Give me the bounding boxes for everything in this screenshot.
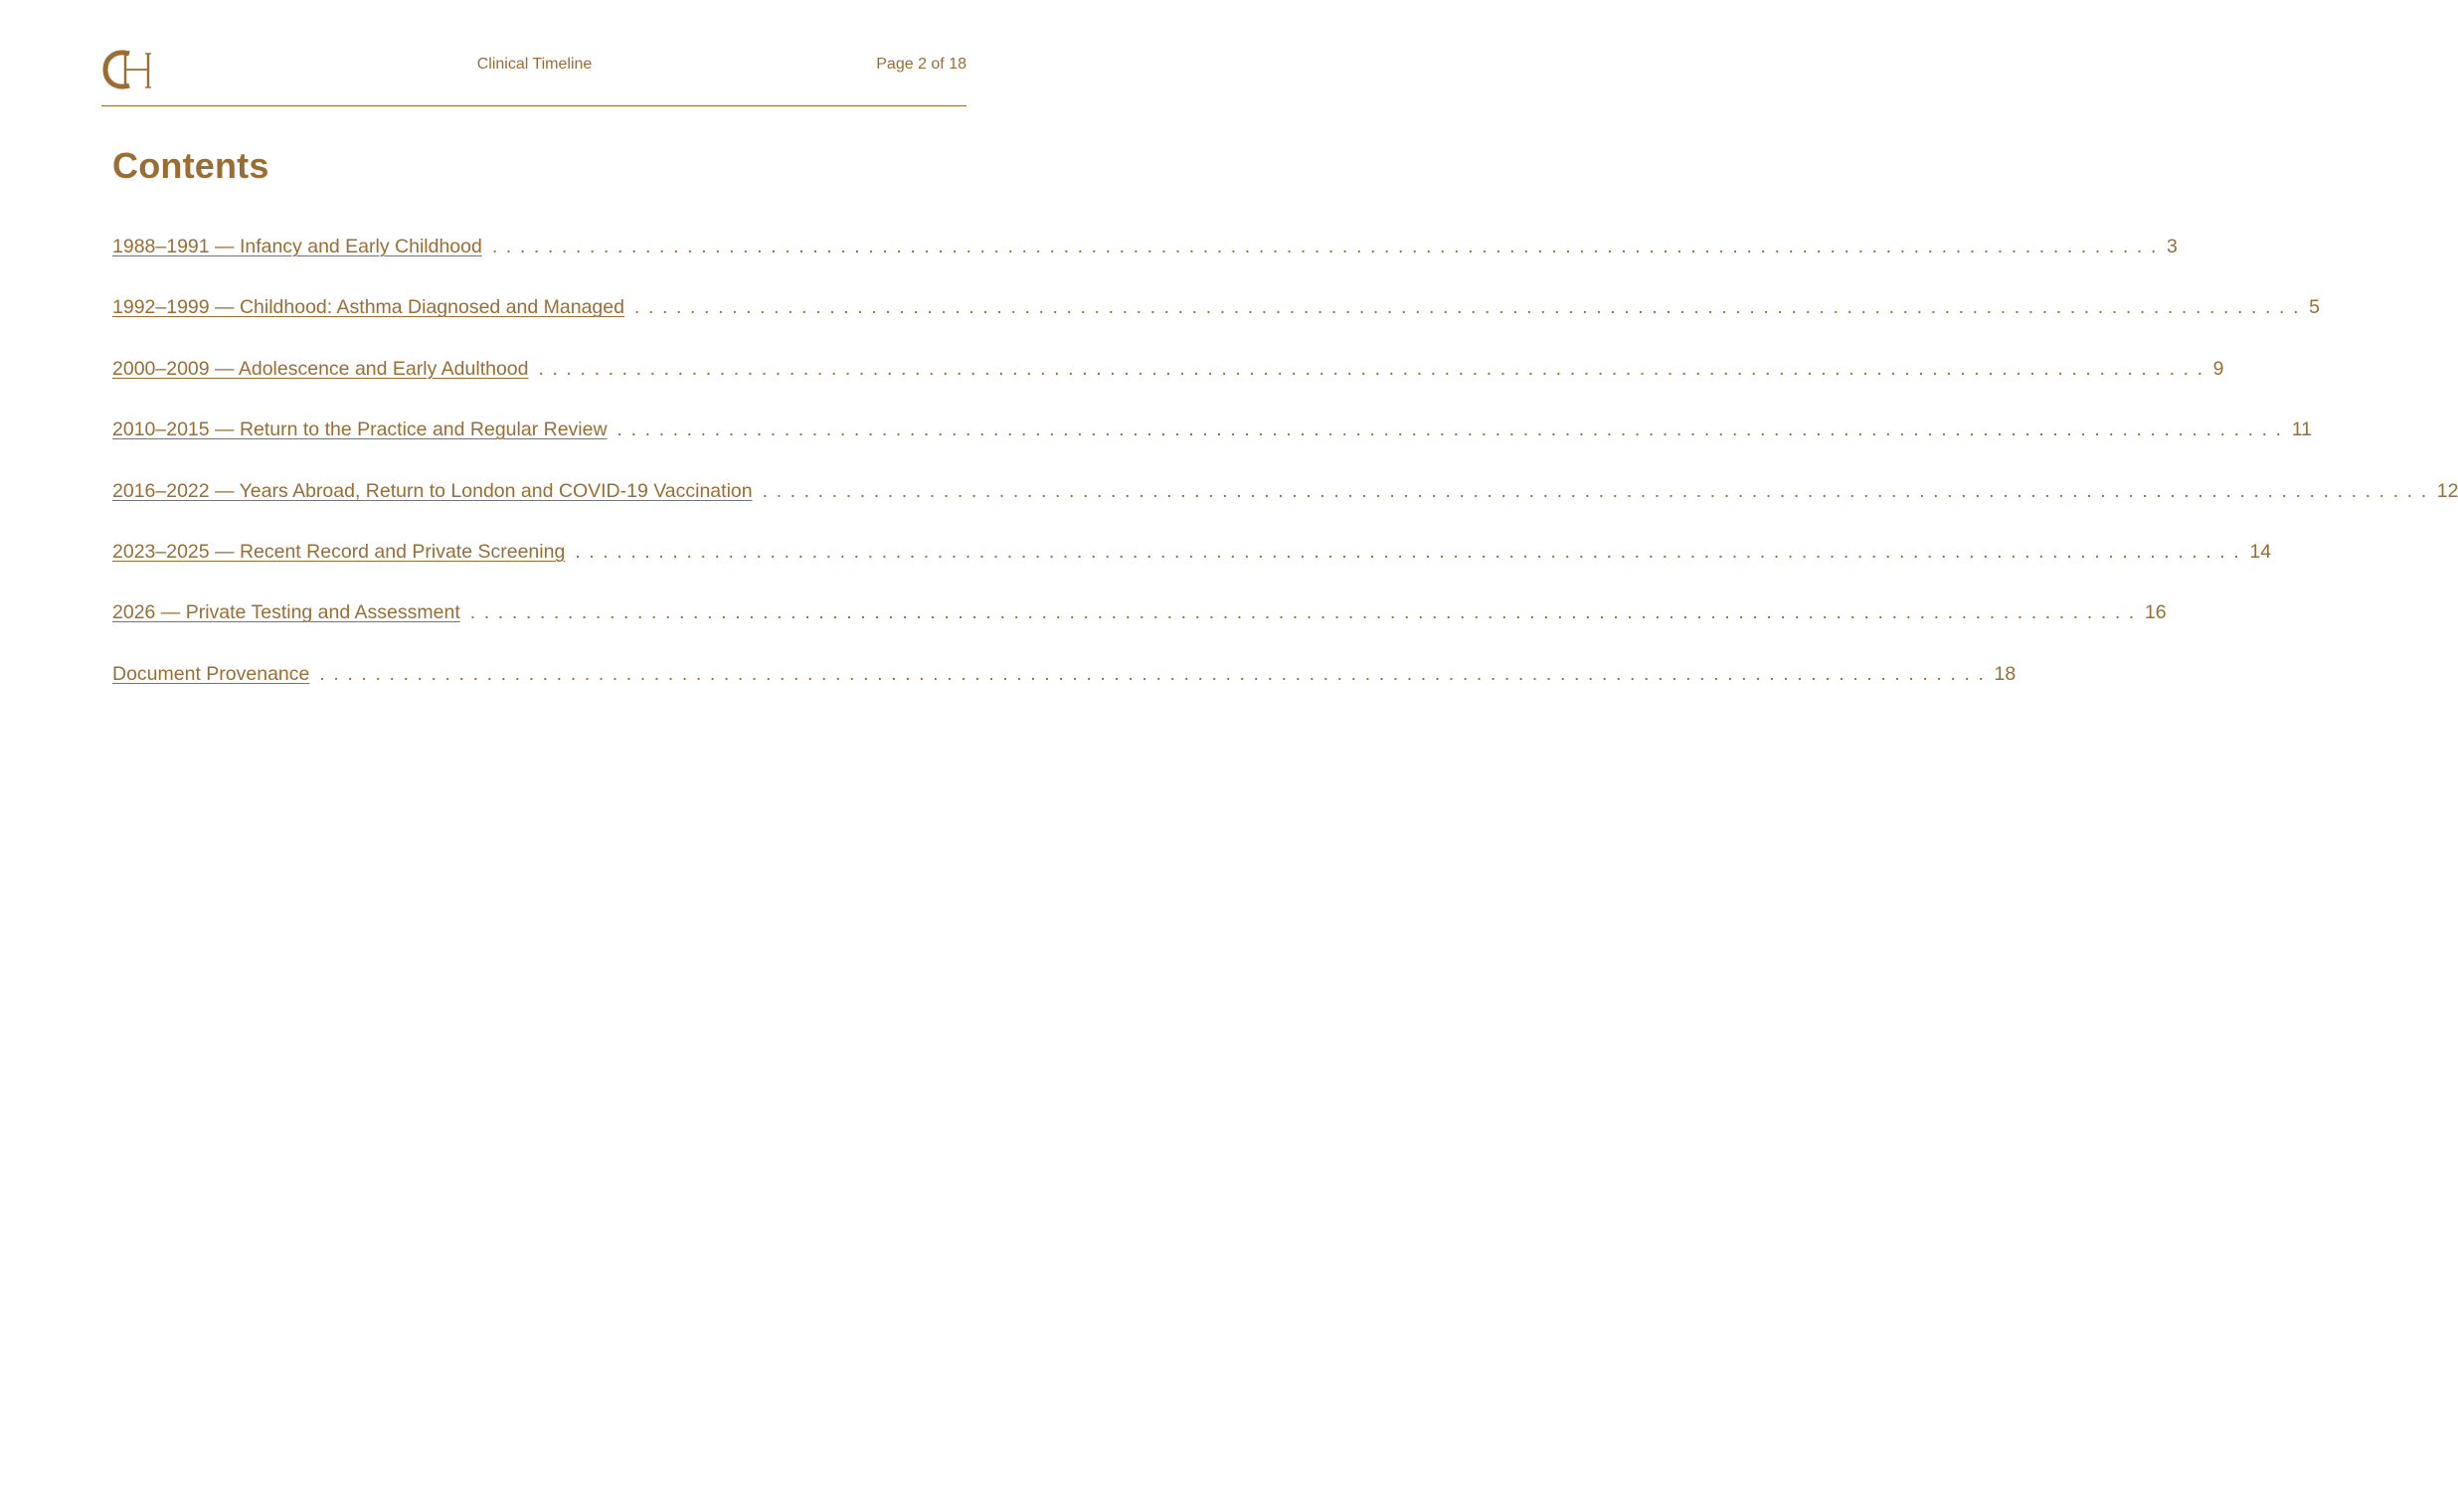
- toc-link-2000-2009[interactable]: 2000–2009 — Adolescence and Early Adulthood: [112, 357, 529, 380]
- header-divider: [101, 105, 966, 106]
- toc-entry: [112, 598, 2167, 659]
- toc-leader-dots: ........................................................................................................................: [319, 662, 1993, 685]
- toc-page-number: 3: [2166, 236, 2178, 257]
- table-of-contents: [112, 233, 2458, 721]
- toc-leader-dots: ........................................................................................................................: [575, 540, 2248, 563]
- toc-entry: [112, 233, 2178, 293]
- toc-entry: [112, 416, 2312, 476]
- toc-page-number: 5: [2309, 296, 2320, 319]
- toc-page-number: 16: [2144, 601, 2167, 624]
- toc-entry: [112, 660, 2017, 721]
- toc-leader-dots: ........................................................................................................................: [616, 419, 2290, 441]
- toc-leader-dots: ........................................................................................................................: [633, 296, 2308, 319]
- toc-link-2026[interactable]: 2026 — Private Testing and Assessment: [112, 601, 460, 624]
- toc-leader-dots: ........................................................................................................................: [491, 236, 2165, 257]
- toc-link-2016-2022[interactable]: 2016–2022 — Years Abroad, Return to London and COVID-19 Vaccination: [112, 479, 753, 502]
- toc-link-1988-1991[interactable]: 1988–1991 — Infancy and Early Childhood: [112, 236, 482, 257]
- toc-link-2023-2025[interactable]: 2023–2025 — Recent Record and Private Screening: [112, 540, 566, 563]
- toc-entry: [112, 355, 2224, 416]
- toc-entry: [112, 293, 2320, 354]
- toc-leader-dots: ........................................................................................................................: [469, 601, 2143, 624]
- toc-leader-dots: ........................................................................................................................: [762, 479, 2435, 502]
- toc-leader-dots: ........................................................................................................................: [538, 357, 2211, 380]
- toc-page-number: 18: [1994, 662, 2017, 685]
- toc-link-2010-2015[interactable]: 2010–2015 — Return to the Practice and Regular Review: [112, 419, 608, 441]
- contents-heading: Contents: [112, 145, 269, 186]
- toc-link-document-provenance[interactable]: Document Provenance: [112, 662, 310, 685]
- toc-entry: [112, 477, 2458, 538]
- document-title: Clinical Timeline: [476, 56, 593, 73]
- toc-link-1992-1999[interactable]: 1992–1999 — Childhood: Asthma Diagnosed and Managed: [112, 296, 624, 319]
- page-indicator: Page 2 of 18: [876, 56, 966, 73]
- toc-page-number: 11: [2291, 419, 2312, 441]
- toc-page-number: 12: [2436, 479, 2458, 502]
- toc-entry: [112, 538, 2272, 598]
- toc-page-number: 9: [2212, 357, 2224, 380]
- toc-page-number: 14: [2249, 540, 2272, 563]
